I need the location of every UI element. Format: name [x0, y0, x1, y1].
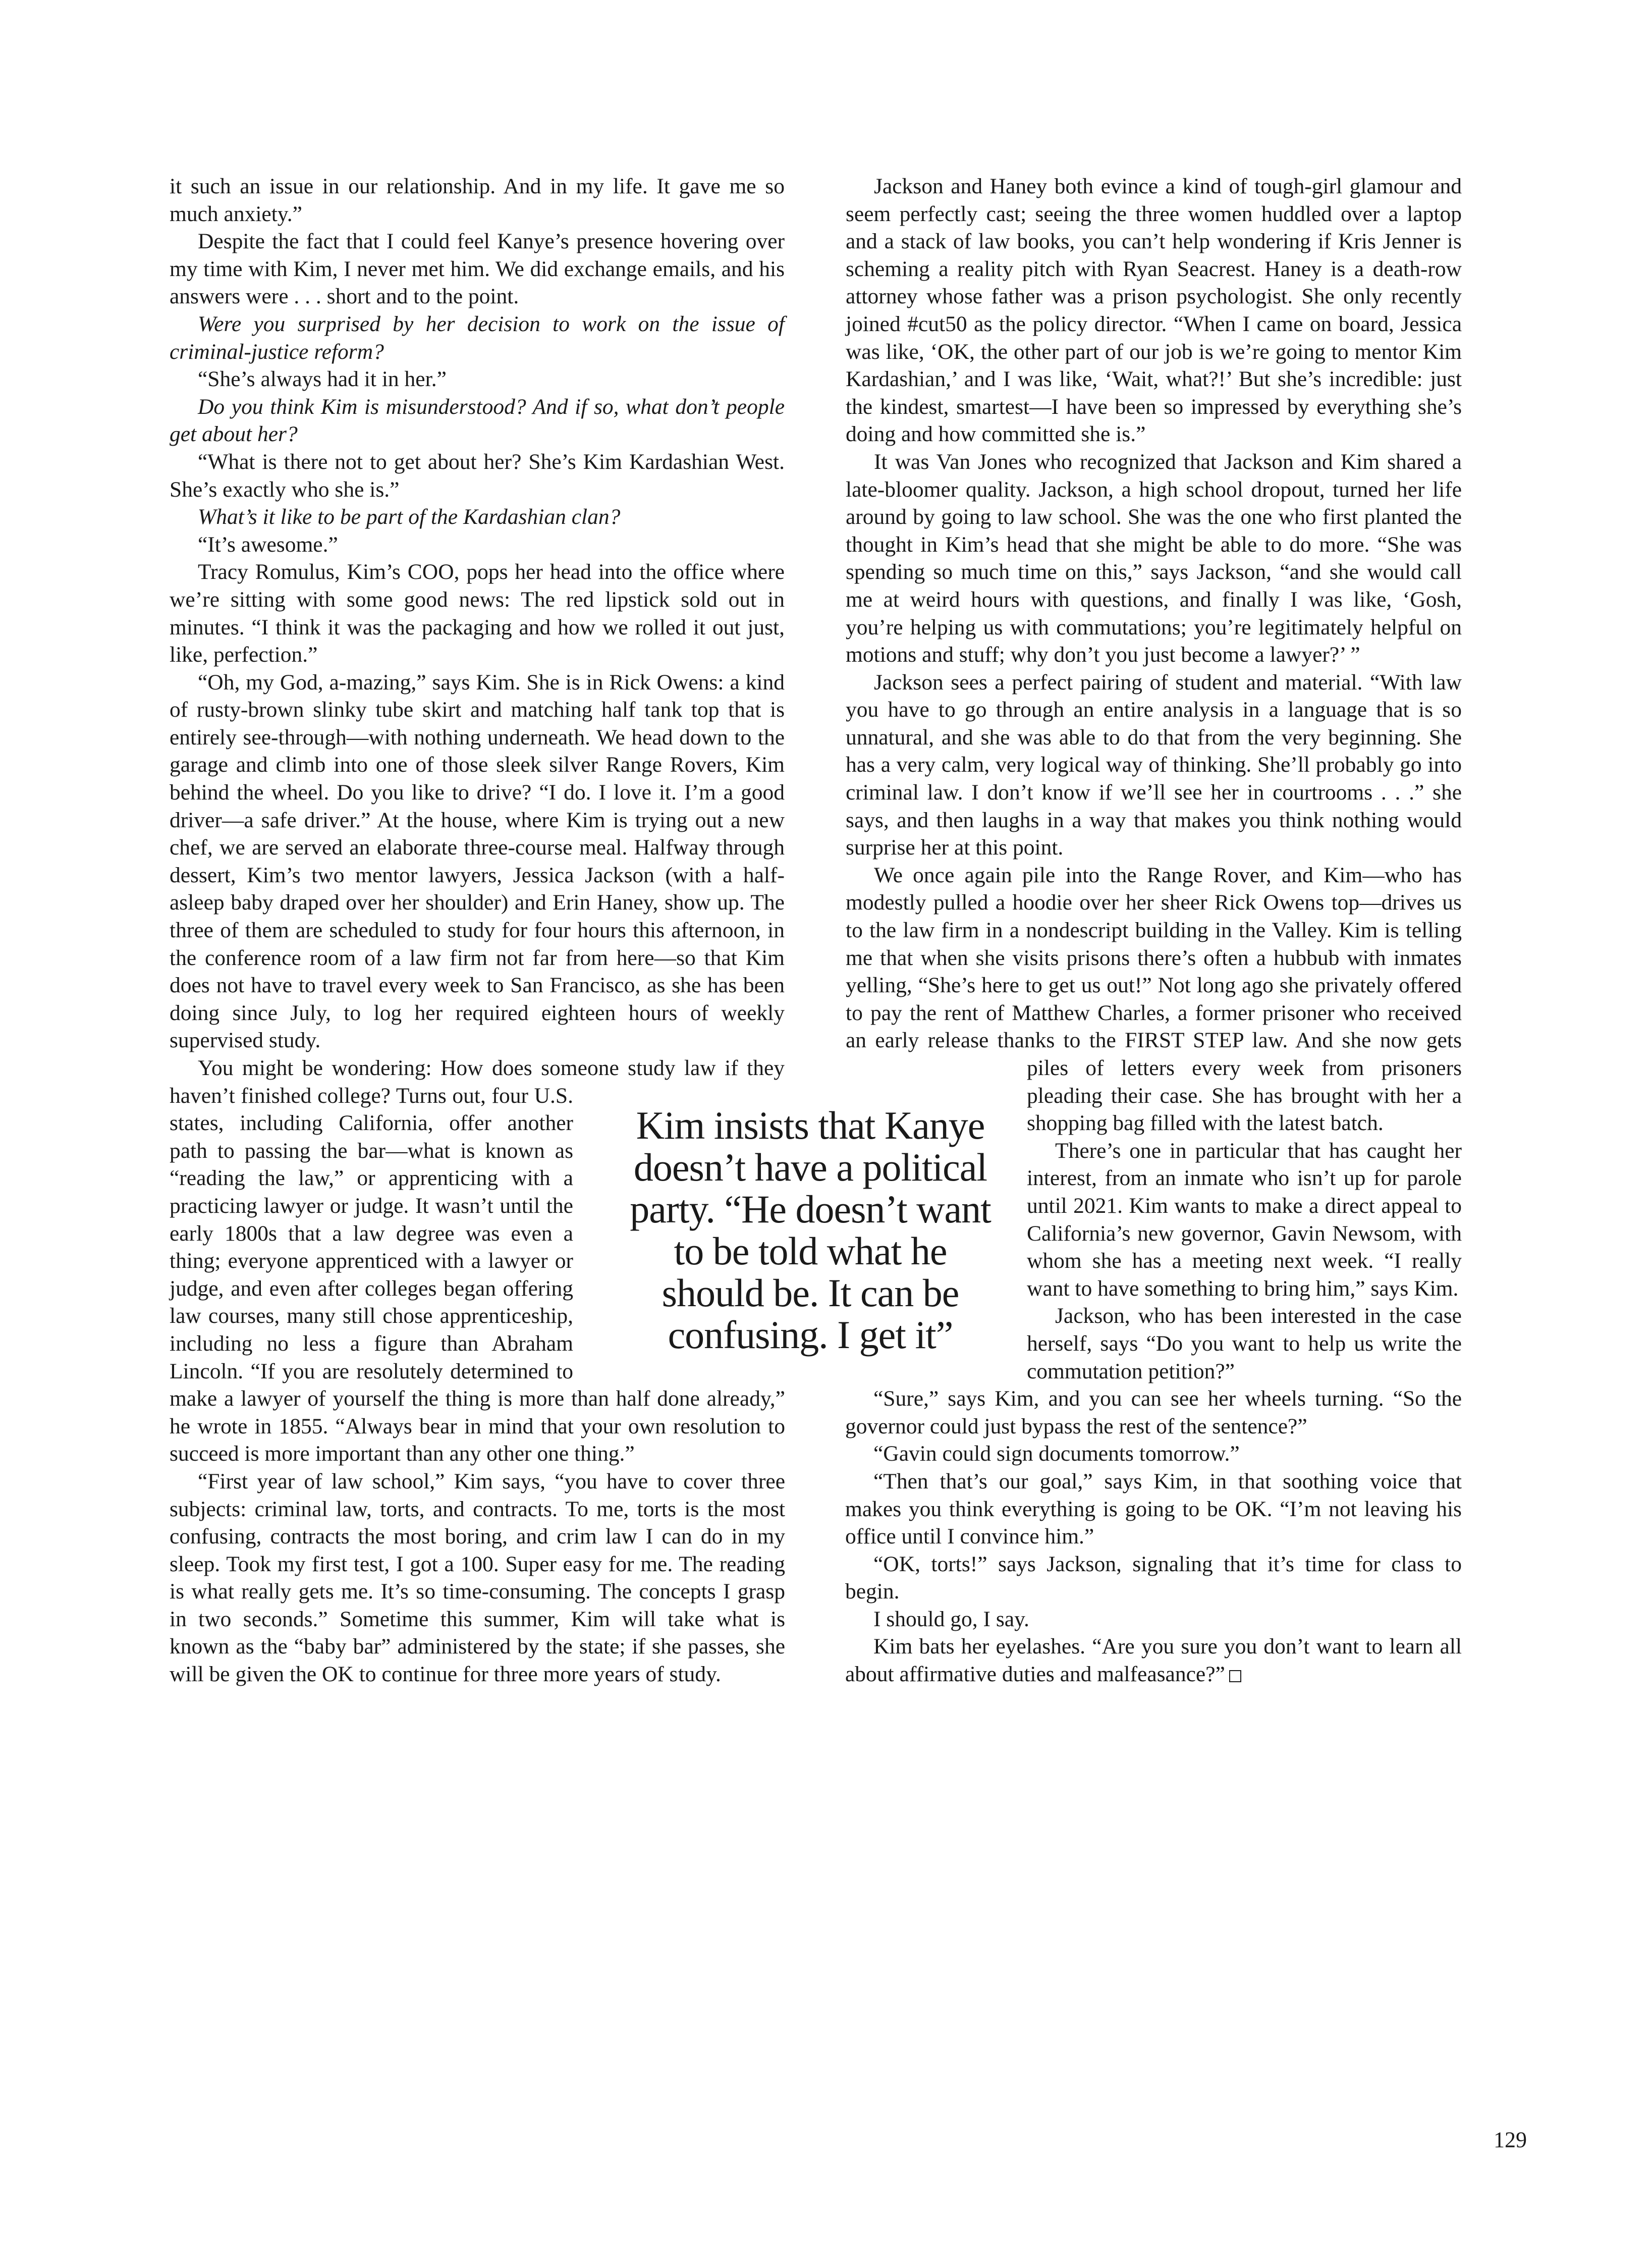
body-paragraph: Jackson sees a perfect pairing of student and material. “With law you have to go through an entire analysis in a language that is so unnatural, and she was able to do that from the very beginning. She has a very calm, very logical way of thinking. She’ll probably go into criminal law. I don’t know if we’ll see her in courtrooms . . .” she says, and then laughs in a way that makes you think nothing would surprise her at this point. — [846, 670, 1462, 860]
body-paragraph: Jackson and Haney both evince a kind of tough-girl glamour and seem perfectly cast; seeing the three women huddled over a laptop and a stack of law books, you can’t help wondering if Kris Jenner is scheming a reality pitch with Ryan Seacrest. Haney is a death-row attorney whose father was a prison psychologist. She only recently joined #cut50 as the policy director. “When I came on board, Jessica was like, ‘OK, the other part of our job is we’re going to mentor Kim Kardashian,’ and I was like, ‘Wait, what?!’ But she’s incredible: just the kindest, smartest—I have been so impressed by everything she’s doing and how committed she is.” — [846, 174, 1462, 447]
body-paragraph: Tracy Romulus, Kim’s COO, pops her head into the office where we’re sitting with some good news: The red lipstick sold out in minutes. “I think it was the packaging and how we rolled it out just, like, perfection.” — [170, 560, 785, 667]
body-paragraph: We once again pile into the Range Rover, and Kim—who has modestly pulled a hoodie over her sheer Rick Owens top—drives us to the law firm in a nondescript building in the Valley. Kim is telling me that when she visits prisons there’s often a hubbub with inmates yelling, “She’s here to get us out!” Not long ago she privately offered to pay the rent of Matthew Charles, a former prisoner who received an early release thanks to the FIRST STEP law. And she now gets piles of letters every week from prisoners pleading their case. She has brought with her a shopping bag filled with the latest batch. — [846, 863, 1462, 1136]
body-paragraph: You might be wondering: How does someone study law if they haven’t finished college? Turns out, four U.S. states, including California, offer another path to passing the bar—what is known as “reading the law,” or apprenticing with a practicing lawyer or judge. It wasn’t until the early 1800s that a law degree was even a thing; everyone apprenticed with a lawyer or judge, and even after colleges began offering law courses, many still chose apprenticeship, including no less a figure than Abraham Lincoln. “If you are resolutely determined to make a lawyer of yourself the thing is more than half done already,” he wrote in 1855. “Always bear in mind that your own resolution to succeed is more important than any other one thing.” — [170, 1056, 785, 1466]
body-paragraph: “First year of law school,” Kim says, “you have to cover three subjects: criminal law, torts, and contracts. To me, torts is the most confusing, contracts the most boring, and crim law I can do in my sleep. Took my first test, I got a 100. Super easy for me. The reading is what really gets me. It’s so time-consuming. The concepts I grasp in two seconds.” Sometime this summer, Kim will take what is known as the “baby bar” administered by the state; if she passes, she will be given the OK to continue for three more years of study. — [170, 1469, 785, 1687]
body-paragraph: “Then that’s our goal,” says Kim, in that soothing voice that makes you think everything is going to be OK. “I’m not leaving his office until I convince him.” — [845, 1469, 1462, 1549]
body-paragraph: “OK, torts!” says Jackson, signaling that it’s time for class to begin. — [845, 1552, 1462, 1604]
body-paragraph: There’s one in particular that has caught her interest, from an inmate who isn’t up for parole until 2021. Kim wants to make a direct appeal to California’s new governor, Gavin Newsom, with whom she has a meeting next week. “I really want to have something to bring him,” says Kim. — [1027, 1138, 1462, 1301]
body-paragraph: Despite the fact that I could feel Kanye’s presence hovering over my time with Kim, I never met him. We did exchange emails, and his answers were . . . short and to the point. — [170, 229, 785, 309]
body-paragraph: Jackson, who has been interested in the case herself, says “Do you want to help us write the commutation petition?” — [1027, 1304, 1462, 1383]
body-paragraph: “What is there not to get about her? She’s Kim Kardashian West. She’s exactly who she is.” — [170, 449, 785, 502]
interview-question: Do you think Kim is misunderstood? And if so, what don’t people get about her? — [170, 394, 785, 447]
interview-question: Were you surprised by her decision to work on the issue of criminal-justice reform? — [170, 311, 785, 364]
right-text-column — [845, 173, 1462, 1688]
left-text-column — [170, 173, 785, 1688]
body-paragraph: I should go, I say. — [873, 1607, 1029, 1631]
body-paragraph: Kim bats her eyelashes. “Are you sure you don’t want to learn all about affirmative duties and malfeasance?” — [845, 1634, 1462, 1687]
body-paragraph: it such an issue in our relationship. And in my life. It gave me so much anxiety.” — [170, 174, 785, 226]
body-paragraph: “It’s awesome.” — [198, 532, 338, 557]
body-paragraph: “Sure,” says Kim, and you can see her wheels turning. “So the governor could just bypass the rest of the sentence?” — [845, 1386, 1462, 1438]
body-paragraph: It was Van Jones who recognized that Jackson and Kim shared a late-bloomer quality. Jackson, a high school dropout, turned her life around by going to law school. She was the one who first planted the thought in Kim’s head that she might be able to do more. “She was spending so much time on this,” says Jackson, “and she would call me at weird hours with questions, and finally I was like, ‘Gosh, you’re helping us with commutations; you’re legitimately helpful on motions and stuff; why don’t you just become a lawyer?’ ” — [846, 449, 1462, 667]
page-number: 129 — [1494, 2127, 1527, 2152]
body-paragraph: “She’s always had it in her.” — [198, 367, 447, 392]
body-paragraph: “Oh, my God, a-mazing,” says Kim. She is in Rick Owens: a kind of rusty-brown slinky tube skirt and matching half tank top that is entirely see-through—with nothing underneath. We head down to the garage and climb into one of those sleek silver Range Rovers, Kim behind the wheel. Do you like to drive? “I do. I love it. I’m a good driver—a safe driver.” At the house, where Kim is trying out a new chef, we are served an elaborate three-course meal. Halfway through dessert, Kim’s two mentor lawyers, Jessica Jackson (with a half-asleep baby draped over her shoulder) and Erin Haney, show up. The three of them are scheduled to study for four hours this afternoon, in the conference room of a law firm not far from here—so that Kim does not have to travel every week to San Francisco, as she has been doing since July, to log her required eighteen hours of weekly supervised study. — [170, 670, 785, 1053]
end-mark — [1229, 1670, 1241, 1682]
body-paragraph: “Gavin could sign documents tomorrow.” — [873, 1441, 1240, 1466]
pull-quote: Kim insists that Kanye doesn’t have a political party. “He doesn’t want to be told what he should be. It can be confusing. I get it” — [630, 1103, 991, 1357]
interview-question: What’s it like to be part of the Kardashian clan? — [198, 505, 621, 529]
